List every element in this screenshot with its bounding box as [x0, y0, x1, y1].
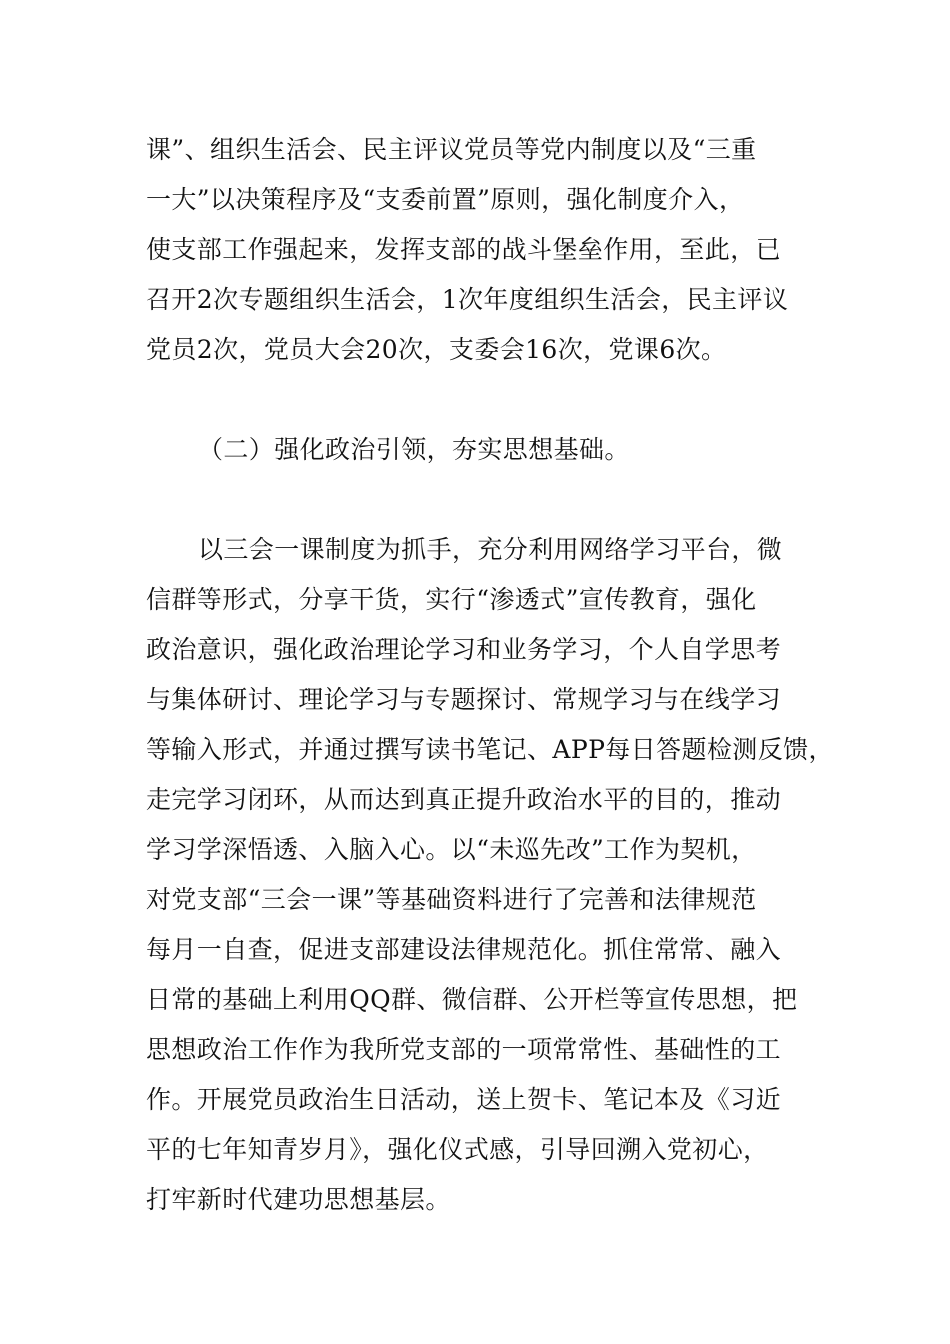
paragraph-line: 使支部工作强起来，发挥支部的战斗堡垒作用，至此，已	[146, 235, 782, 264]
paragraph-line: 每月一自查，促进支部建设法律规范化。抓住常常、融入	[146, 935, 782, 964]
paragraph-line: 日常的基础上利用QQ群、微信群、公开栏等宣传思想，把	[146, 985, 798, 1014]
paragraph-line: 以三会一课制度为抓手，充分利用网络学习平台，微	[198, 535, 783, 564]
paragraph-line: 打牢新时代建功思想基层。	[146, 1185, 451, 1214]
paragraph-line: 思想政治工作作为我所党支部的一项常常性、基础性的工	[146, 1035, 782, 1064]
section-heading: （二）强化政治引领，夯实思想基础。	[198, 435, 630, 464]
paragraph-line: 与集体研讨、理论学习与专题探讨、常规学习与在线学习	[146, 685, 782, 714]
paragraph-line: 召开2次专题组织生活会，1次年度组织生活会，民主评议	[146, 285, 789, 314]
paragraph-line: 走完学习闭环，从而达到真正提升政治水平的目的，推动	[146, 785, 782, 814]
paragraph-line: 作。开展党员政治生日活动，送上贺卡、笔记本及《习近	[146, 1085, 782, 1114]
paragraph-line: 党员2次，党员大会20次，支委会16次，党课6次。	[146, 335, 727, 364]
paragraph-line: 对党支部“三会一课”等基础资料进行了完善和法律规范	[146, 885, 757, 914]
paragraph-line: 学习学深悟透、入脑入心。以“未巡先改”工作为契机，	[146, 835, 757, 864]
paragraph-line: 平的七年知青岁月》，强化仪式感，引导回溯入党初心，	[146, 1135, 769, 1164]
paragraph-line: 政治意识，强化政治理论学习和业务学习，个人自学思考	[146, 635, 782, 664]
paragraph-line: 等输入形式，并通过撰写读书笔记、APP每日答题检测反馈，	[146, 735, 834, 764]
paragraph-line: 一大”以决策程序及“支委前置”原则，强化制度介入，	[146, 185, 745, 214]
paragraph-line: 课”、组织生活会、民主评议党员等党内制度以及“三重	[146, 135, 757, 164]
paragraph-line: 信群等形式，分享干货，实行“渗透式”宣传教育，强化	[146, 585, 757, 614]
